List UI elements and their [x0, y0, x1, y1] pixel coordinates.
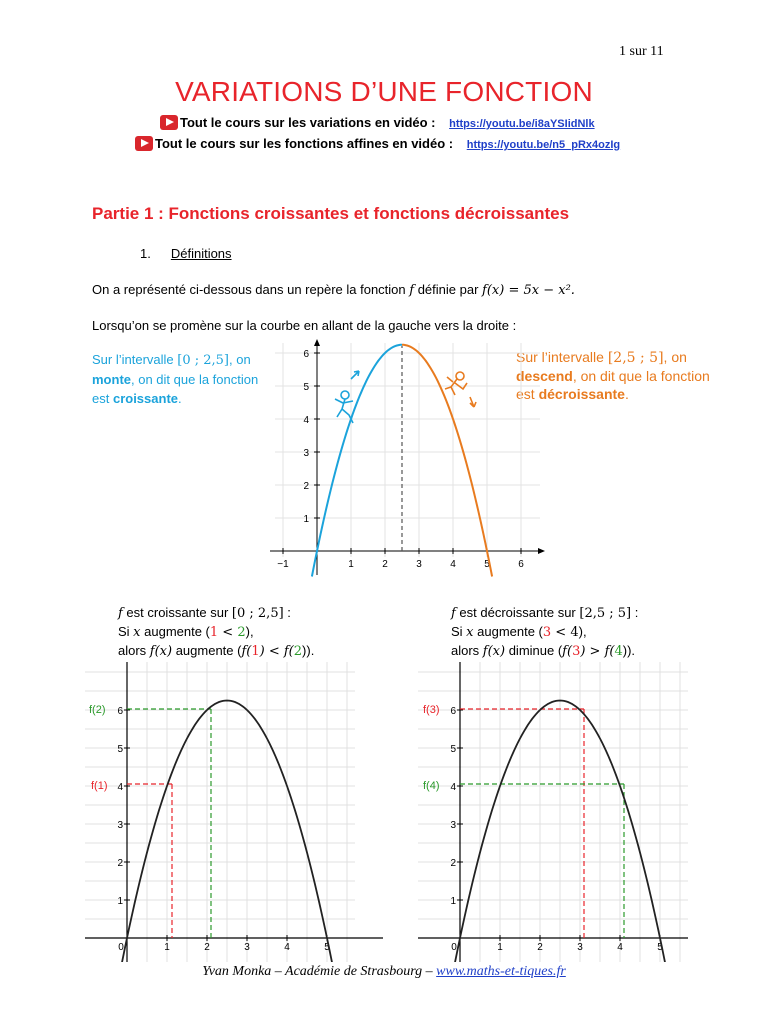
climber-icon	[335, 371, 359, 423]
f1-label: f(1)	[91, 780, 108, 792]
video-link[interactable]: https://youtu.be/n5_pRx4ozIg	[466, 139, 621, 151]
page-title: VARIATIONS D’UNE FONCTION	[175, 76, 593, 107]
increasing-note: Sur l’intervalle [0 ; 2,5], on monte, on dit que la fonction est croissante.	[92, 352, 259, 406]
intro-middle: définie par	[417, 282, 479, 297]
y-tick-label: 4	[117, 782, 123, 793]
y-tick-label: 5	[117, 744, 123, 755]
y-tick-label: 5	[450, 744, 456, 755]
x-tick-label: 2	[204, 942, 210, 953]
x-tick-label: 0	[451, 942, 457, 953]
y-tick-label: 3	[303, 448, 309, 459]
y-axis-arrow	[314, 339, 320, 346]
video-link[interactable]: https://youtu.be/i8aYSIidNlk	[449, 118, 595, 130]
x-tick-label: 5	[324, 942, 330, 953]
video-text: Tout le cours sur les variations en vidéo :	[180, 115, 436, 130]
y-tick-label: 6	[117, 706, 123, 717]
intro-before: On a représenté ci-dessous dans un repère la fonction	[92, 282, 406, 297]
section-number: 1.	[140, 246, 151, 261]
x-tick-label: 1	[348, 559, 354, 570]
y-tick-label: 3	[117, 820, 123, 831]
f4-label: f(4)	[423, 780, 440, 792]
y-tick-label: 6	[450, 706, 456, 717]
footer	[0, 964, 768, 980]
x-tick-label: 2	[537, 942, 543, 953]
y-tick-label: 5	[303, 382, 309, 393]
x-tick-label: 5	[657, 942, 663, 953]
x-tick-label: 4	[284, 942, 290, 953]
x-tick-label: 4	[450, 559, 456, 570]
runner-icon	[445, 372, 476, 407]
footer-link[interactable]: www.maths-et-tiques.fr	[436, 964, 566, 979]
top-graph	[265, 335, 550, 580]
y-tick-label: 2	[450, 858, 456, 869]
video-line-affines	[135, 136, 620, 151]
walk-text: Lorsqu’on se promène sur la courbe en allant de la gauche vers la droite :	[92, 318, 517, 333]
y-tick-label: 4	[303, 415, 309, 426]
y-tick-label: 4	[450, 782, 456, 793]
decreasing-note: Sur l’intervalle [2,5 ; 5], on descend, on dit que la fonction est décroissante.	[516, 349, 710, 402]
x-tick-label: 3	[416, 559, 422, 570]
x-axis-arrow	[538, 548, 545, 554]
x-tick-label: 1	[497, 942, 503, 953]
play-icon[interactable]	[135, 136, 153, 151]
decreasing-curve	[402, 345, 492, 577]
video-text: Tout le cours sur les fonctions affines en vidéo :	[155, 136, 454, 151]
intro-formula: f(x) = 5x − x².	[482, 283, 575, 298]
y-tick-label: 2	[117, 858, 123, 869]
x-tick-label: 0	[118, 942, 124, 953]
x-tick-label: 6	[518, 559, 524, 570]
y-tick-label: 6	[303, 349, 309, 360]
section-heading	[140, 246, 232, 261]
increasing-curve	[312, 345, 402, 577]
bottom-left-graph	[85, 662, 385, 962]
f3-label: f(3)	[423, 704, 440, 716]
x-tick-label: −1	[277, 559, 289, 570]
x-tick-label: 4	[617, 942, 623, 953]
y-tick-label: 2	[303, 481, 309, 492]
x-tick-label: 3	[244, 942, 250, 953]
x-tick-label: 2	[382, 559, 388, 570]
increasing-caption: f est croissante sur [0 ; 2,5] : Si x augmente (1 < 2), alors f(x) augmente (f(1) < f(2)).	[118, 605, 315, 659]
x-tick-label: 5	[484, 559, 490, 570]
y-tick-label: 1	[303, 514, 309, 525]
bottom-right-graph	[418, 662, 690, 962]
y-tick-label: 1	[117, 896, 123, 907]
y-tick-label: 1	[450, 896, 456, 907]
x-tick-label: 3	[577, 942, 583, 953]
part-title: Partie 1 : Fonctions croissantes et fonctions décroissantes	[92, 204, 570, 223]
play-icon[interactable]	[160, 115, 178, 130]
video-line-variations	[160, 115, 595, 130]
page-number: 1 sur 11	[619, 44, 664, 59]
intro-f: f	[409, 283, 415, 298]
decreasing-caption: f est décroissante sur [2,5 ; 5] : Si x augmente (3 < 4), alors f(x) diminue (f(3) > f(4)).	[451, 605, 639, 659]
section-label: Définitions	[170, 246, 232, 261]
x-tick-label: 1	[164, 942, 170, 953]
f2-label: f(2)	[89, 704, 106, 716]
footer-text: Yvan Monka – Académie de Strasbourg –	[202, 964, 437, 979]
intro-text	[92, 282, 575, 298]
y-tick-label: 3	[450, 820, 456, 831]
